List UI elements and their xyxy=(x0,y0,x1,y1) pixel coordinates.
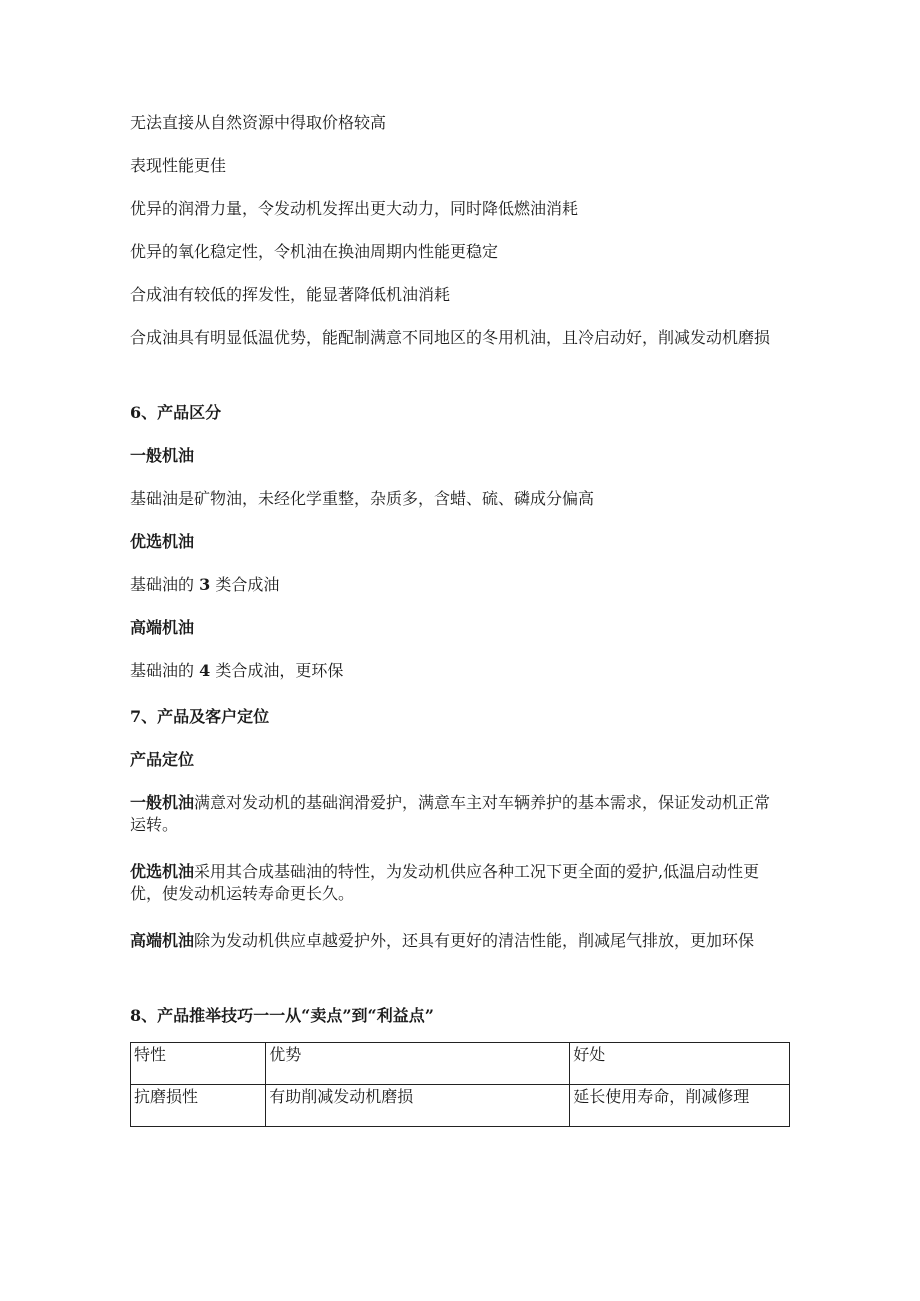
section-6-heading: 6、产品区分 xyxy=(130,403,222,422)
highend-oil-description xyxy=(130,660,790,682)
table-row xyxy=(131,1085,790,1127)
table-cell: 抗磨损性 xyxy=(131,1085,266,1127)
premium-text-after: 类合成油 xyxy=(215,575,280,594)
highend-text-after: 类合成油，更环保 xyxy=(215,661,344,680)
table-header-row xyxy=(131,1043,790,1085)
premium-oil-title: 优选机油 xyxy=(130,532,195,551)
highend-oil-name: 高端机油 xyxy=(130,931,195,950)
general-oil-description: 基础油是矿物油，未经化学重整，杂质多，含蜡、硫、磷成分偏高 xyxy=(130,489,595,508)
highend-oil-positioning xyxy=(130,930,790,952)
highend-oil-title: 高端机油 xyxy=(130,618,195,637)
highend-text-before: 基础油的 xyxy=(130,661,195,680)
general-oil-title: 一般机油 xyxy=(130,446,195,465)
product-positioning-heading: 产品定位 xyxy=(130,750,195,769)
premium-oil-description xyxy=(130,574,790,596)
premium-oil-positioning xyxy=(130,861,790,905)
table-header-cell: 优势 xyxy=(266,1043,570,1085)
premium-text-before: 基础油的 xyxy=(130,575,195,594)
general-oil-positioning xyxy=(130,792,780,836)
paragraph-low-temp: 合成油具有明显低温优势，能配制满意不同地区的冬用机油，且冷启动好，削减发动机磨损 xyxy=(130,328,771,347)
premium-oil-name: 优选机油 xyxy=(130,862,195,881)
paragraph-price: 无法直接从自然资源中得取价格较高 xyxy=(130,113,387,132)
paragraph-lubrication: 优异的润滑力量，令发动机发挥出更大动力，同时降低燃油消耗 xyxy=(130,199,579,218)
table-cell: 延长使用寿命，削减修理 xyxy=(570,1085,790,1127)
premium-oil-positioning-text: 采用其合成基础油的特性，为发动机供应各种工况下更全面的爱护,低温启动性更优，使发动机运转寿命更长久。 xyxy=(130,862,760,903)
highend-oil-positioning-text: 除为发动机供应卓越爱护外，还具有更好的清洁性能，削减尾气排放，更加环保 xyxy=(194,931,755,950)
table-cell: 有助削减发动机磨损 xyxy=(266,1085,570,1127)
paragraph-oxidation: 优异的氧化稳定性，令机油在换油周期内性能更稳定 xyxy=(130,242,499,261)
paragraph-performance: 表现性能更佳 xyxy=(130,156,227,175)
section-7-heading: 7、产品及客户定位 xyxy=(130,707,270,726)
premium-class-number: 3 xyxy=(199,575,211,594)
table-header-cell: 好处 xyxy=(570,1043,790,1085)
table-header-cell: 特性 xyxy=(131,1043,266,1085)
general-oil-name: 一般机油 xyxy=(130,793,195,812)
paragraph-volatility: 合成油有较低的挥发性，能显著降低机油消耗 xyxy=(130,285,451,304)
selling-points-table xyxy=(130,1042,790,1127)
section-8-heading: 8、产品推举技巧一一从“卖点”到“利益点” xyxy=(130,1006,434,1025)
highend-class-number: 4 xyxy=(199,661,211,680)
general-oil-positioning-text: 满意对发动机的基础润滑爱护，满意车主对车辆养护的基本需求，保证发动机正常运转。 xyxy=(130,793,771,834)
